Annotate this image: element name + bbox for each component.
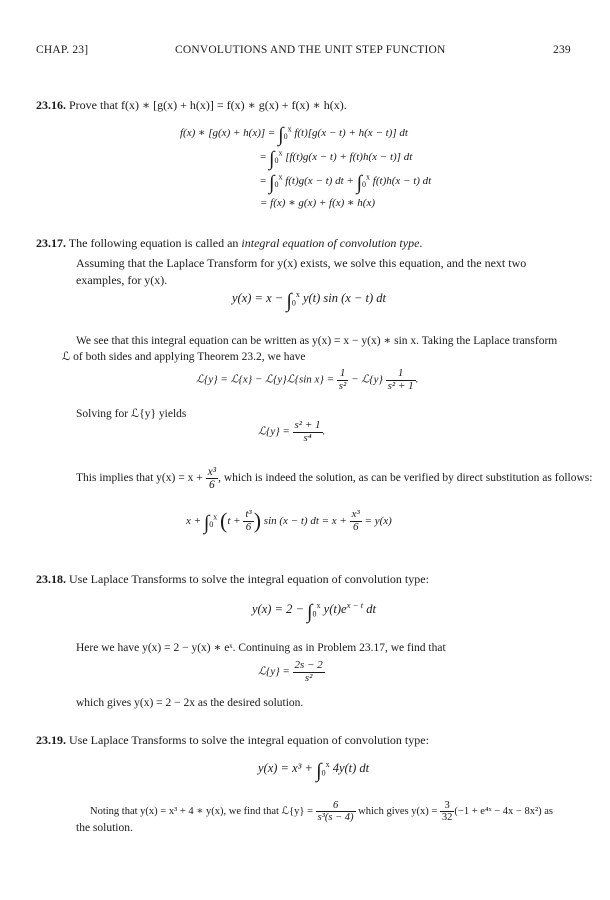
chapter-label: CHAP. 23] (36, 44, 89, 56)
proof-line-4: = f(x) ∗ g(x) + f(x) ∗ h(x) (260, 197, 375, 209)
verification-equation: $x + \int_0^x$ (t + $\frac{\text{t³}}{6}$ ) sin (x − t) dt = x + $\frac{\text{x³}}{6}$ = y(x) (186, 508, 392, 534)
integral-equation-23-17: $y(x) = x - \int_0^x$ y(t) sin (x − t) dt (232, 290, 387, 313)
conclusion-23-18: which gives y(x) = 2 − 2x as the desired solution. (76, 697, 304, 709)
laplace-solution-23-17: ℒ{y} = $\frac{\text{s² + 1}}{\text{s⁴}}$ . (258, 419, 326, 444)
running-title: CONVOLUTIONS AND THE UNIT STEP FUNCTION (175, 44, 446, 56)
solving-text: Solving for ℒ{y} yields (76, 408, 187, 420)
integral-equation-23-18: $y(x) = 2 - \int_0^x$ $y(t)e^{x - t}$ dt (252, 600, 377, 624)
proof-line-3: = $\int_0^x$ f(t)g(x − t) dt + $\int_0^x$ f(t)h(x − t) dt (260, 172, 432, 194)
problem-text: Prove that f(x) ∗ [g(x) + h(x)] = f(x) ∗ g(x) + f(x) ∗ h(x). (69, 98, 347, 112)
the-solution-text: the solution. (76, 822, 133, 834)
problem-number: 23.19. (36, 733, 66, 747)
problem-number: 23.17. (36, 236, 66, 250)
noting-text-23-19: Noting that y(x) = x³ + 4 ∗ y(x), we find that ℒ{y} = $\frac{6}{\text{s³(s − 4)}}$ which gives y(x) = $\frac{3}{32}$ (−1 + e⁴ˣ − 4x − 8x²) as (90, 800, 553, 824)
paragraph-23-18: Here we have y(x) = 2 − y(x) ∗ eˣ. Continuing as in Problem 23.17, we find that (76, 642, 446, 654)
proof-line-1: f(x) ∗ $[g(x) + h(x)] = \int_0^x$ f(t)[g(x − t) + h(x − t)] dt (180, 124, 408, 146)
problem-number: 23.16. (36, 98, 66, 112)
laplace-solution-23-18: ℒ{y} = $\frac{2s - 2}{\text{s²}}$ (258, 659, 323, 684)
proof-line-2: = $\int_0^x$ [f(t)g(x − t) + f(t)h(x − t)] dt (260, 148, 413, 170)
problem-number: 23.18. (36, 572, 66, 586)
integral-equation-23-19: $y(x) = x^3 + \int_0^x$ 4y(t) dt (258, 760, 370, 783)
page-number: 239 (553, 44, 571, 56)
laplace-equation-23-17: ℒ{y} = ℒ{x} − ℒ{y}ℒ{sin x} = $\frac{1}{\text{s²}}$ − ℒ{y} $\frac{1}{\text{s² + 1}}$ . (196, 367, 419, 392)
problem-23-17-intro: Assuming that the Laplace Transform for y(x) exists, we solve this equation, and the next two examples, for y(x). (76, 256, 527, 287)
problem-23-18-statement: 23.18. Use Laplace Transforms to solve the integral equation of convolution type: (36, 572, 429, 586)
emphasis-term: integral equation of convolution type (241, 236, 420, 250)
problem-23-17-statement: 23.17. The following equation is called an integral equation of convolution type. (36, 236, 423, 250)
problem-23-19-statement: 23.19. Use Laplace Transforms to solve the integral equation of convolution type: (36, 733, 429, 747)
implies-text: This implies that y(x) = x + $\frac{\text{x³}}{6}$ , which is indeed the solution, as can be verified by direct substitution as follows: (76, 466, 593, 492)
problem-23-16-statement (36, 98, 347, 113)
paragraph-23-17-laplace: We see that this integral equation can be written as y(x) = x − y(x) ∗ sin x. Taking the Laplace transform ℒ of both sides and applying Theorem 23.2, we have (62, 335, 558, 363)
